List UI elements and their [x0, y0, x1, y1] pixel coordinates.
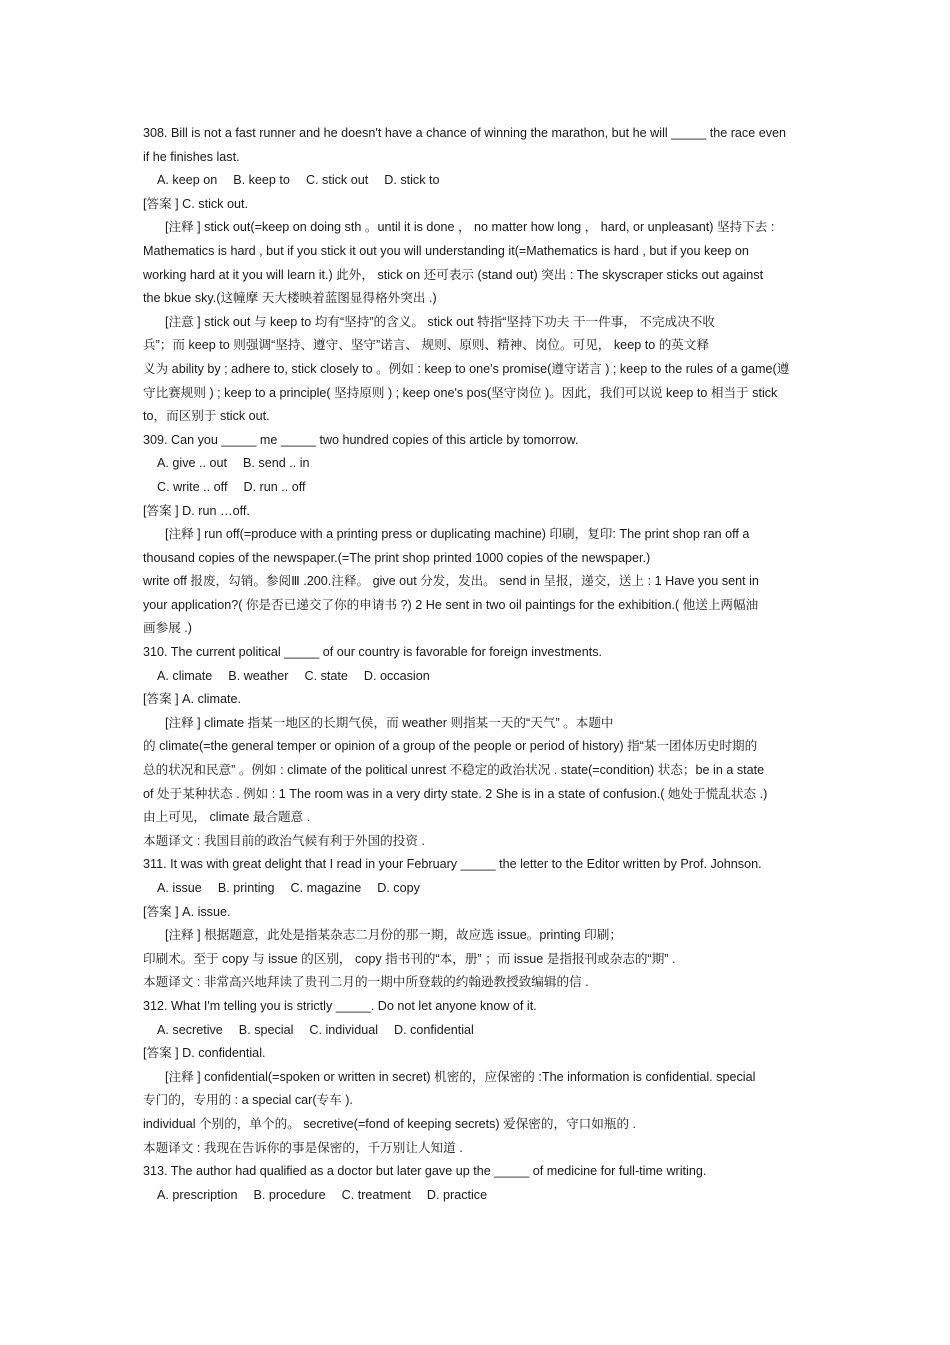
answer-option: C. stick out	[305, 173, 369, 188]
explanation-line: 总的状况和民意” 。例如 : climate of the political unrest 不稳定的政治状况 . state(=condition) 状态；be in a state	[143, 763, 765, 778]
answer-option: B. keep to	[233, 173, 290, 188]
answer-option: A. secretive	[157, 1022, 223, 1037]
explanation-line: 画参展 .)	[143, 621, 192, 636]
answer-option: C. treatment	[341, 1187, 411, 1202]
question-block	[143, 995, 810, 1160]
options-row	[143, 1184, 810, 1208]
question-block	[143, 429, 810, 641]
options-row	[143, 877, 810, 901]
question-block	[143, 122, 810, 429]
explanation-line: 由上可见， climate 最合题意 .	[143, 810, 311, 825]
explanation-line: [注释 ] stick out(=keep on doing sth 。until it is done ， no matter how long ， hard, or unpleasant) 坚持下去 :	[165, 220, 775, 235]
explanation-line: to，而区别于 stick out.	[143, 409, 270, 424]
explanation-line: [注释 ] 根据题意，此处是指某杂志二月份的那一期，故应选 issue。printing 印刷；	[165, 928, 622, 943]
answer-option: B. printing	[217, 881, 275, 895]
question-text: if he finishes last.	[143, 149, 240, 164]
explanation-line: 专门的，专用的 : a special car(专车 ).	[143, 1093, 353, 1108]
question-text: 311. It was with great delight that I read in your February _____ the letter to the Editor written by Prof. Johnson.	[143, 857, 762, 872]
answer-option: D. practice	[426, 1187, 488, 1202]
explanation-line: your application?( 你是否已递交了你的申请书 ?) 2 He sent in two oil paintings for the exhibition.( 他送上两幅油	[143, 597, 759, 612]
question-text: 312. What I'm telling you is strictly _____. Do not let anyone know of it.	[143, 998, 537, 1013]
explanation-line: individual 个别的，单个的。 secretive(=fond of keeping secrets) 爱保密的，守口如瓶的 .	[143, 1116, 637, 1131]
explanation-line: 本题译文 : 我现在告诉你的事是保密的，千万别让人知道 .	[143, 1140, 463, 1155]
answer-key: [答案 ] D. confidential.	[143, 1046, 266, 1061]
explanation-line: 义为 ability by ; adhere to, stick closely to 。例如 : keep to one's promise(遵守诺言 ) ; keep to the rules of a game(遵	[143, 361, 790, 376]
answer-key: [答案 ] A. climate.	[143, 692, 241, 707]
explanation-line: of 处于某种状态 . 例如 : 1 The room was in a very dirty state. 2 She is in a state of confusion.( 她处于慌乱状态 .)	[143, 786, 768, 801]
explanation-line: write off 报废，勾销。参阅Ⅲ .200.注释。 give out 分发，发出。 send in 呈报，递交，送上 : 1 Have you sent in	[143, 574, 759, 589]
answer-option: A. keep on	[157, 173, 218, 188]
explanation-line: 守比赛规则 ) ; keep to a principle( 坚持原则 ) ; keep one's pos(坚守岗位 )。因此，我们可以说 keep to 相当于 stick	[143, 385, 778, 400]
answer-option: C. magazine	[290, 881, 362, 895]
explanation-line: [注意 ] stick out 与 keep to 均有“坚持”的含义。 stick out 特指“坚持下功夫 干一件事， 不完成决不收	[165, 314, 715, 329]
options-row	[143, 665, 810, 689]
explanation-line: Mathematics is hard , but if you stick it out you will understanding it(=Mathematics is hard , but if you keep on	[143, 243, 749, 258]
explanation-line: [注释 ] confidential(=spoken or written in secret) 机密的，应保密的 :The information is confidential. special	[165, 1069, 756, 1084]
answer-option: B. send .. in	[243, 456, 310, 471]
explanation-line: 兵”；而 keep to 则强调“坚持、遵守、坚守”诺言、 规则、原则、精神、岗位。可见， keep to 的英文释	[143, 338, 710, 353]
answer-option: A. prescription	[157, 1187, 238, 1202]
options-row	[143, 476, 810, 500]
question-block	[143, 641, 810, 853]
explanation-line: working hard at it you will learn it.) 此外， stick on 还可表示 (stand out) 突出 : The skyscraper sticks out against	[143, 267, 764, 282]
explanation-line: [注释 ] climate 指某一地区的长期气侯，而 weather 则指某一天的“天气” 。本题中	[165, 715, 614, 730]
answer-option: A. give .. out	[157, 456, 228, 471]
question-text: 309. Can you _____ me _____ two hundred copies of this article by tomorrow.	[143, 432, 579, 447]
options-row	[143, 169, 810, 193]
answer-option: C. individual	[309, 1022, 379, 1037]
answer-option: B. procedure	[253, 1187, 326, 1202]
explanation-line: 印刷术。至于 copy 与 issue 的区别， copy 指书刊的“本，册” ；而 issue 是指报刊或杂志的“期” .	[143, 951, 676, 966]
document-body	[143, 122, 810, 1207]
question-text: 308. Bill is not a fast runner and he doesn't have a chance of winning the marathon, but he will _____ the race even	[143, 126, 787, 140]
question-text: 313. The author had qualified as a doctor but later gave up the _____ of medicine for full-time writing.	[143, 1164, 707, 1179]
options-row	[143, 1019, 810, 1043]
answer-key: [答案 ] D. run …off.	[143, 503, 250, 518]
answer-key: [答案 ] C. stick out.	[143, 196, 248, 211]
options-row	[143, 452, 810, 476]
answer-option: C. state	[304, 668, 348, 683]
answer-key: [答案 ] A. issue.	[143, 904, 231, 919]
answer-option: B. special	[238, 1022, 294, 1037]
question-text: 310. The current political _____ of our country is favorable for foreign investments.	[143, 645, 602, 660]
answer-option: D. copy	[377, 881, 420, 895]
answer-option: A. issue	[157, 881, 202, 895]
answer-option: A. climate	[157, 668, 213, 683]
answer-option: D. occasion	[363, 668, 430, 683]
explanation-line: [注释 ] run off(=produce with a printing press or duplicating machine) 印刷，复印: The print shop ran off a	[165, 527, 750, 542]
answer-option: C. write .. off	[157, 479, 228, 494]
explanation-line: 本题译文 : 非常高兴地拜读了贵刊二月的一期中所登载的约翰逊教授致编辑的信 .	[143, 975, 589, 990]
answer-option: D. confidential	[394, 1022, 474, 1037]
answer-option: D. stick to	[384, 173, 440, 188]
question-block	[143, 1160, 810, 1207]
explanation-line: 的 climate(=the general temper or opinion of a group of the people or period of history) 指“某一团体历史时期的	[143, 739, 758, 754]
explanation-line: the bkue sky.(这幢摩 天大楼映着蓝图显得格外突出 .)	[143, 291, 437, 306]
question-block	[143, 853, 810, 995]
answer-option: B. weather	[228, 668, 289, 683]
answer-option: D. run .. off	[243, 479, 306, 494]
explanation-line: 本题译文 : 我国目前的政治气候有利于外国的投资 .	[143, 833, 425, 848]
explanation-line: thousand copies of the newspaper.(=The print shop printed 1000 copies of the newspaper.)	[143, 550, 651, 565]
